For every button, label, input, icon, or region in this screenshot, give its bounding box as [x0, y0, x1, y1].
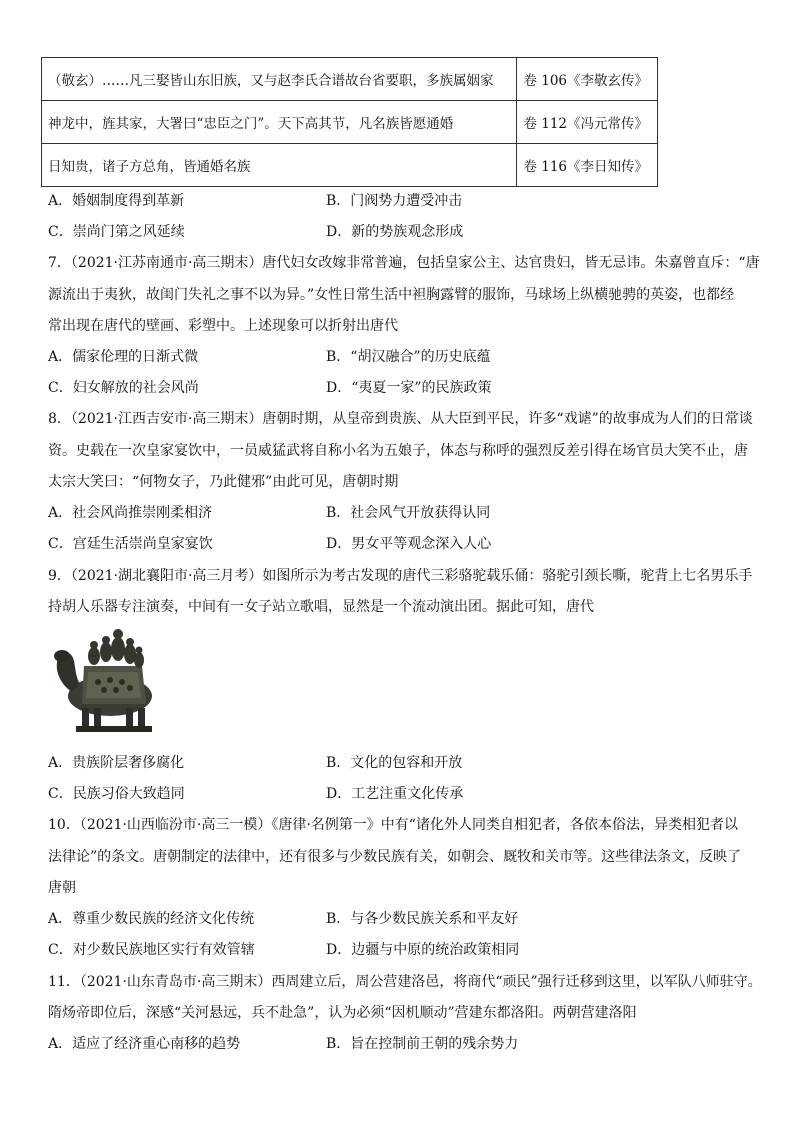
q10-stem-line: 法律论”的条文。唐朝制定的法律中，还有很多与少数民族有关，如朝会、厩牧和关市等。这些律法条文，反映了 [48, 849, 742, 865]
table-row [42, 144, 658, 187]
q11-stem-line: 隋炀帝即位后，深感“关河悬远，兵不赴急”，认为必须“因机顺动”营建东都洛阳。两朝营建洛阳 [48, 1005, 637, 1021]
q10-option-a: A．尊重少数民族的经济文化传统 [48, 911, 255, 927]
q9-stem-line: 9．（2021·湖北襄阳市·高三月考）如图所示为考古发现的唐代三彩骆驼载乐俑：骆驼引颈长嘶，驼背上七名男乐手 [48, 568, 753, 584]
table-row [42, 101, 658, 144]
q6-option-b: B．门阀势力遭受冲击 [326, 193, 463, 209]
q7-stem-line: 源流出于夷狄，故闺门失礼之事不以为异。”女性日常生活中袒胸露臂的服饰，马球场上纵横驰骋的英姿，也都经 [48, 287, 735, 303]
q11-stem-line: 11．（2021·山东青岛市·高三期末）西周建立后，周公营建洛邑，将商代“顽民”强行迁移到这里，以军队八师驻守。 [48, 974, 762, 990]
tri-color-camel-figurine-image [46, 622, 162, 738]
table-cell-source: 卷 116《李日知传》 [517, 144, 658, 187]
q8-option-c: C．宫廷生活崇尚皇家宴饮 [48, 536, 213, 552]
q10-option-b: B．与各少数民族关系和平友好 [326, 911, 519, 927]
q10-option-c: C．对少数民族地区实行有效管辖 [48, 942, 255, 958]
q11-option-b: B．旨在控制前王朝的残余势力 [326, 1036, 519, 1052]
q7-option-b: B．“胡汉融合”的历史底蕴 [326, 349, 491, 365]
q6-option-c: C．崇尚门第之风延续 [48, 224, 185, 240]
table-cell-text: 神龙中，旌其家，大署曰“忠臣之门”。天下高其节，凡名族皆愿通婚 [42, 101, 517, 144]
q6-option-a: A．婚姻制度得到革新 [48, 193, 185, 209]
q9-stem-line: 持胡人乐器专注演奏，中间有一女子站立歌唱，显然是一个流动演出团。据此可知，唐代 [48, 599, 594, 615]
q7-option-d: D．“夷夏一家”的民族政策 [326, 380, 492, 396]
source-table [41, 57, 658, 187]
q9-option-a: A．贵族阶层奢侈腐化 [48, 755, 185, 771]
q6-option-d: D．新的势族观念形成 [326, 224, 464, 240]
q9-option-d: D．工艺注重文化传承 [326, 786, 464, 802]
table-cell-source: 卷 106《李敬玄传》 [517, 58, 658, 101]
q7-stem-line: 7．（2021·江苏南通市·高三期末）唐代妇女改嫁非常普遍，包括皇家公主、达官贵妇，皆无忌讳。朱嘉曾直斥：“唐 [48, 255, 760, 271]
table-cell-text: 日知贵，诸子方总角，皆通婚名族 [42, 144, 517, 187]
q8-option-a: A．社会风尚推崇刚柔相济 [48, 505, 213, 521]
q11-option-a: A．适应了经济重心南移的趋势 [48, 1036, 241, 1052]
table-cell-source: 卷 112《冯元常传》 [517, 101, 658, 144]
q10-option-d: D．边疆与中原的统治政策相同 [326, 942, 520, 958]
q7-stem-line: 常出现在唐代的壁画、彩塑中。上述现象可以折射出唐代 [48, 318, 398, 334]
q8-stem-line: 太宗大笑曰：“何物女子，乃此健邪”由此可见，唐朝时期 [48, 474, 399, 490]
table-row [42, 58, 658, 101]
table-cell-text: （敬玄）……凡三娶皆山东旧族，又与赵李氏合谱故台省要职，多族属姻家 [42, 58, 517, 101]
q8-option-b: B．社会风气开放获得认同 [326, 505, 491, 521]
q8-option-d: D．男女平等观念深入人心 [326, 536, 492, 552]
q9-option-c: C．民族习俗大致趋同 [48, 786, 185, 802]
q8-stem-line: 资。史载在一次皇家宴饮中，一员威猛武将自称小名为五娘子，体态与称呼的强烈反差引得在场官员大笑不止，唐 [48, 443, 748, 459]
q9-option-b: B．文化的包容和开放 [326, 755, 463, 771]
q7-option-a: A．儒家伦理的日渐式微 [48, 349, 199, 365]
q8-stem-line: 8．（2021·江西吉安市·高三期末）唐朝时期，从皇帝到贵族、从大臣到平民，许多“戏谑”的故事成为人们的日常谈 [48, 411, 753, 427]
q10-stem-line: 唐朝 [48, 880, 76, 896]
q7-option-c: C．妇女解放的社会风尚 [48, 380, 199, 396]
q10-stem-line: 10．（2021·山西临汾市·高三一模）《唐律·名例第一》中有“诸化外人同类自相犯者，各依本俗法，异类相犯者以 [48, 817, 738, 833]
